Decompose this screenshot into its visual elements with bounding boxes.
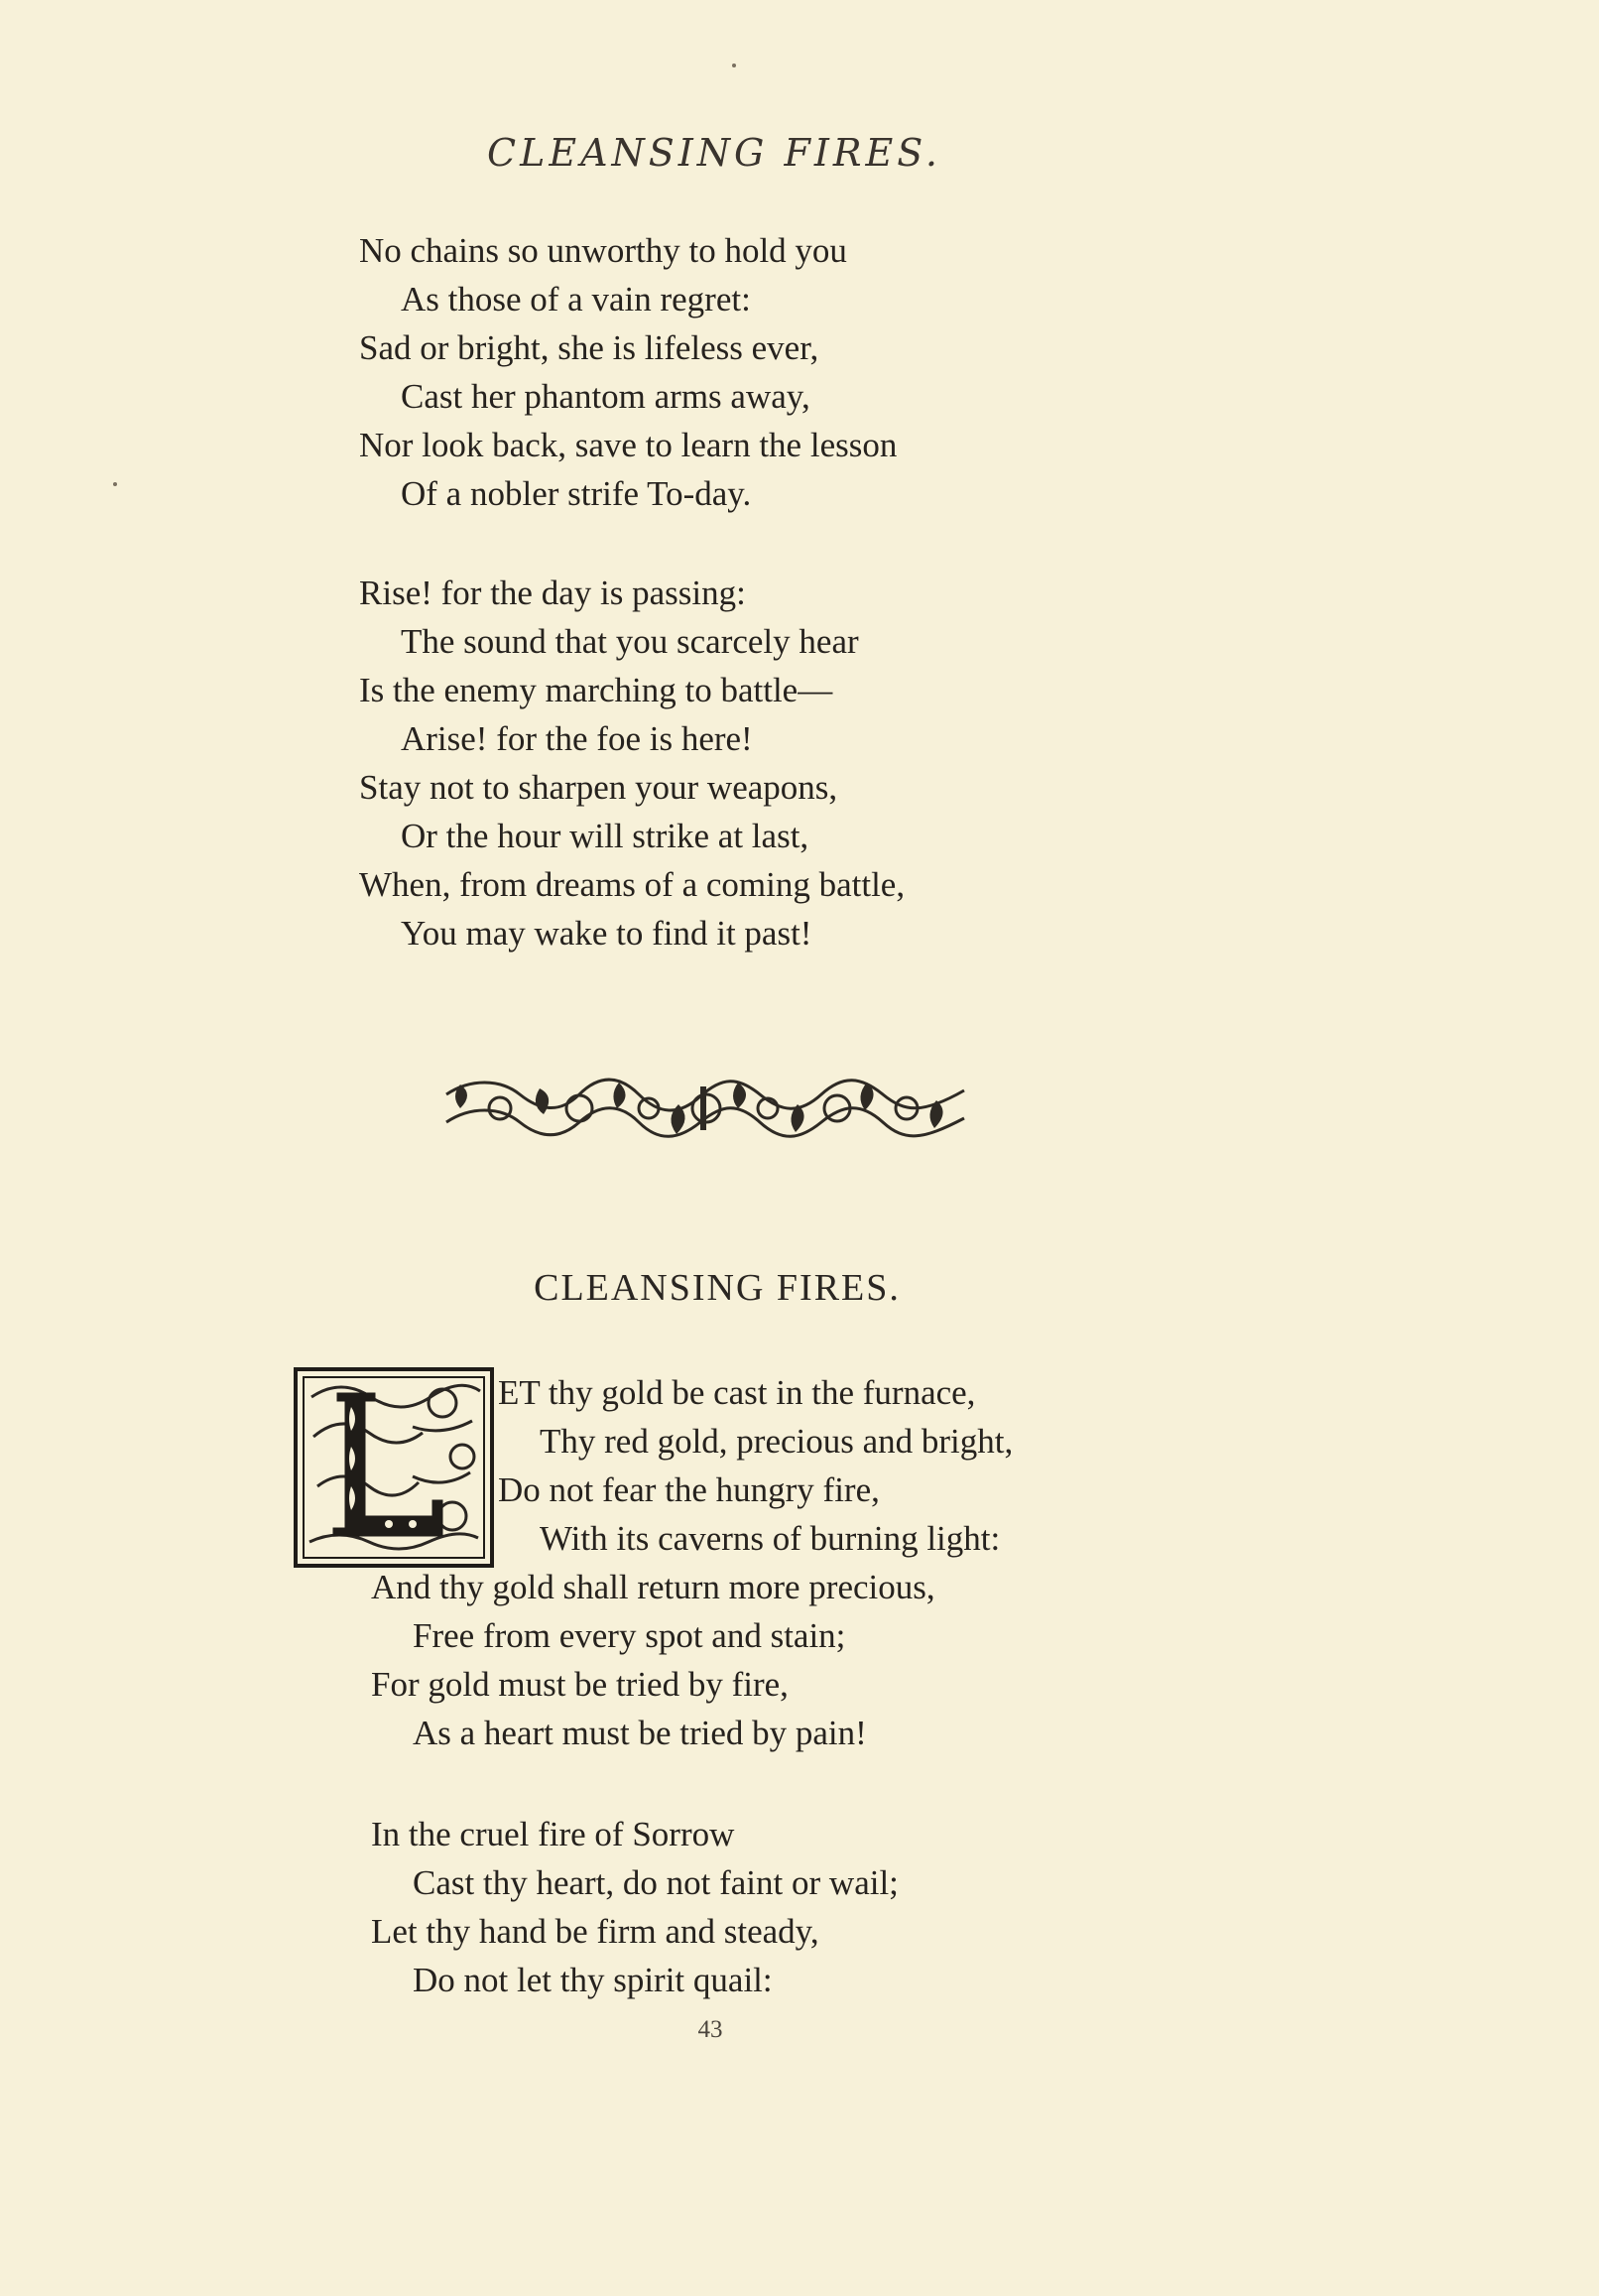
poem-line: As a heart must be tried by pain! [413, 1714, 867, 1752]
poem-line: Is the enemy marching to battle— [359, 671, 833, 709]
decorated-drop-cap-icon [294, 1367, 494, 1568]
poem-line: Thy red gold, precious and bright, [540, 1422, 1014, 1461]
poem-line: Cast thy heart, do not faint or wail; [413, 1863, 899, 1902]
poem-line: Or the hour will strike at last, [401, 817, 809, 855]
poem-line: ET thy gold be cast in the furnace, [498, 1373, 976, 1412]
poem-line: Cast her phantom arms away, [401, 377, 810, 416]
poem-line: Nor look back, save to learn the lesson [359, 426, 898, 464]
page-number: 43 [697, 2016, 723, 2043]
poem-line: No chains so unworthy to hold you [359, 231, 847, 270]
poem-stanza [498, 1368, 1013, 1563]
poem-line: Rise! for the day is passing: [359, 574, 746, 612]
poem-stanza [359, 226, 897, 518]
poem-line: With its caverns of burning light: [540, 1519, 1001, 1558]
poem-line: Of a nobler strife To-day. [401, 474, 752, 513]
poem-line: Arise! for the foe is here! [401, 719, 753, 758]
running-head: CLEANSING FIRES. [487, 131, 941, 175]
poem-stanza [371, 1810, 899, 2004]
poem-line: Sad or bright, she is lifeless ever, [359, 328, 819, 367]
poem-line: When, from dreams of a coming battle, [359, 865, 906, 904]
poem-line: In the cruel fire of Sorrow [371, 1815, 735, 1853]
speck-mark [732, 64, 736, 67]
poem-line: For gold must be tried by fire, [371, 1665, 789, 1704]
poem-line: The sound that you scarcely hear [401, 622, 859, 661]
poem-line: You may wake to find it past! [401, 914, 812, 953]
poem-title: CLEANSING FIRES. [534, 1267, 901, 1309]
speck-mark [113, 482, 117, 486]
poem-stanza [359, 569, 905, 957]
poem-stanza [371, 1563, 935, 1757]
poem-line: Stay not to sharpen your weapons, [359, 768, 838, 807]
ornamental-divider-icon [440, 1075, 970, 1142]
poem-line: Do not let thy spirit quail: [413, 1961, 773, 1999]
poem-line: As those of a vain regret: [401, 280, 751, 319]
poem-line: Let thy hand be firm and steady, [371, 1912, 819, 1951]
poem-line: Do not fear the hungry fire, [498, 1470, 880, 1509]
poem-line: And thy gold shall return more precious, [371, 1568, 935, 1606]
poem-line: Free from every spot and stain; [413, 1616, 846, 1655]
